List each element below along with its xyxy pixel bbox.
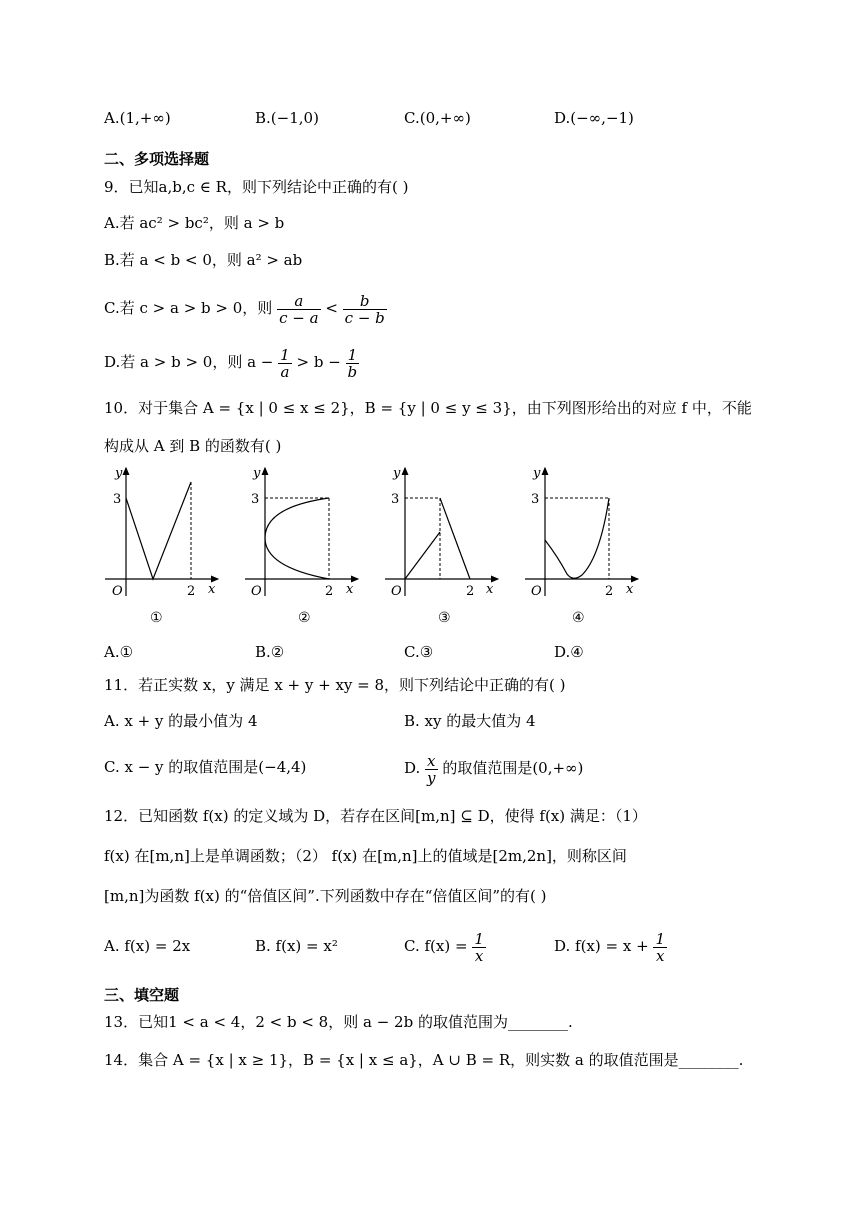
q12-d-num: 1 bbox=[655, 929, 665, 948]
q12-d-prefix: D. f(x) = x + bbox=[554, 937, 649, 955]
q9-d-frac2-den: b bbox=[347, 362, 358, 381]
graph-3-right-segment bbox=[440, 498, 470, 579]
q11-d-fraction bbox=[425, 753, 437, 786]
graph-4-x-label: x bbox=[626, 582, 634, 597]
graph-3-y-label: y bbox=[393, 466, 401, 481]
q9-c-frac2-num: b bbox=[343, 293, 387, 310]
q11-d-num: x bbox=[425, 753, 437, 770]
q9-c-fraction-2 bbox=[343, 293, 387, 326]
q9-d-frac2-num: 1 bbox=[346, 347, 360, 364]
q12-c-fraction bbox=[472, 931, 486, 964]
q10-stem-line-1: 10．对于集合 A = {x | 0 ≤ x ≤ 2}，B = {y | 0 ≤ y ≤ 3}，由下列图形给出的对应 f 中，不能 bbox=[104, 399, 752, 417]
graph-4 bbox=[520, 462, 645, 602]
q12-c-den: x bbox=[474, 946, 484, 965]
q9-c-frac1-num: a bbox=[277, 293, 320, 310]
graph-4-two-label: 2 bbox=[605, 584, 614, 599]
q9-c-frac2-den: c − b bbox=[344, 308, 385, 327]
q9-d-fraction-2 bbox=[346, 347, 360, 380]
graph-2-curve bbox=[265, 498, 329, 579]
graph-4-three-label: 3 bbox=[531, 492, 540, 507]
q9-option-a: A.若 ac² > bc²，则 a > b bbox=[104, 214, 285, 232]
q9-stem: 9．已知a,b,c ∈ R，则下列结论中正确的有( ) bbox=[104, 178, 409, 196]
graph-4-svg bbox=[520, 462, 645, 602]
q11-d-prefix: D. bbox=[404, 759, 421, 777]
graph-1 bbox=[100, 462, 225, 602]
q9-d-frac1-den: a bbox=[280, 362, 290, 381]
q9-d-middle: > b − bbox=[296, 353, 341, 371]
graph-3 bbox=[380, 462, 505, 602]
q14-text: 14．集合 A = {x | x ≥ 1}，B = {x | x ≤ a}，A ∪ B = R，则实数 a 的取值范围是________. bbox=[104, 1051, 744, 1069]
q10-option-a: A.① bbox=[104, 643, 134, 661]
graph-2 bbox=[240, 462, 365, 602]
graph-4-curve bbox=[545, 498, 609, 578]
q12-c-prefix: C. f(x) = bbox=[404, 937, 468, 955]
q8-option-b: B.(−1,0) bbox=[255, 109, 319, 127]
graph-1-two-label: 2 bbox=[187, 584, 196, 599]
q9-option-c bbox=[104, 286, 387, 330]
graph-1-caption: ① bbox=[150, 610, 163, 626]
graph-1-curve bbox=[126, 482, 191, 579]
q9-c-prefix: C.若 c > a > b > 0，则 bbox=[104, 299, 273, 317]
graph-1-y-label: y bbox=[115, 466, 123, 481]
q11-stem: 11．若正实数 x，y 满足 x + y + xy = 8，则下列结论中正确的有( ) bbox=[104, 676, 566, 694]
q8-option-c: C.(0,+∞) bbox=[404, 109, 471, 127]
graph-1-three-label: 3 bbox=[113, 492, 122, 507]
graph-3-two-label: 2 bbox=[466, 584, 475, 599]
graph-1-x-label: x bbox=[208, 582, 216, 597]
graph-3-svg bbox=[380, 462, 505, 602]
graph-3-three-label: 3 bbox=[391, 492, 400, 507]
q8-option-d: D.(−∞,−1) bbox=[554, 109, 634, 127]
q10-option-b: B.② bbox=[255, 643, 285, 661]
q12-line-1: 12．已知函数 f(x) 的定义域为 D，若存在区间[m,n] ⊆ D，使得 f(x) 满足：（1） bbox=[104, 807, 647, 825]
graph-4-y-label: y bbox=[533, 466, 541, 481]
graph-1-origin-label: O bbox=[112, 584, 123, 599]
graph-3-x-label: x bbox=[486, 582, 494, 597]
q12-line-3: [m,n]为函数 f(x) 的“倍值区间”.下列函数中存在“倍值区间”的有( ) bbox=[104, 887, 547, 905]
graph-2-caption: ② bbox=[298, 610, 311, 626]
graph-4-origin-label: O bbox=[531, 584, 542, 599]
q12-c-num: 1 bbox=[474, 929, 484, 948]
q9-c-relation: < bbox=[325, 299, 338, 317]
q9-option-b: B.若 a < b < 0，则 a² > ab bbox=[104, 251, 303, 269]
q9-d-frac1-num: 1 bbox=[280, 345, 290, 364]
graph-3-caption: ③ bbox=[438, 610, 451, 626]
q8-option-a: A.(1,+∞) bbox=[104, 109, 171, 127]
q9-d-fraction-1 bbox=[278, 347, 292, 380]
q11-option-d bbox=[404, 746, 583, 790]
q12-option-d bbox=[554, 924, 667, 968]
q9-c-fraction-1 bbox=[277, 293, 320, 326]
graph-3-origin-label: O bbox=[391, 584, 402, 599]
graph-3-left-segment bbox=[405, 532, 440, 579]
q10-option-c: C.③ bbox=[404, 643, 434, 661]
q11-option-c: C. x − y 的取值范围是(−4,4) bbox=[104, 758, 307, 776]
q12-option-a: A. f(x) = 2x bbox=[104, 937, 191, 955]
q12-d-den: x bbox=[655, 946, 665, 965]
graph-2-three-label: 3 bbox=[251, 492, 260, 507]
q9-c-frac1-den: c − a bbox=[279, 308, 319, 327]
q11-d-den: y bbox=[427, 768, 436, 787]
q11-option-b: B. xy 的最大值为 4 bbox=[404, 712, 536, 730]
q12-option-c bbox=[404, 924, 486, 968]
graph-2-two-label: 2 bbox=[325, 584, 334, 599]
q12-d-fraction bbox=[653, 931, 667, 964]
q9-option-d bbox=[104, 340, 359, 384]
graph-2-origin-label: O bbox=[251, 584, 262, 599]
q12-option-b: B. f(x) = x² bbox=[255, 937, 338, 955]
q12-line-2: f(x) 在[m,n]上是单调函数；（2） f(x) 在[m,n]上的值域是[2m,2n]，则称区间 bbox=[104, 847, 627, 865]
q9-d-prefix: D.若 a > b > 0，则 a − bbox=[104, 353, 274, 371]
graph-2-x-label: x bbox=[346, 582, 354, 597]
q10-option-d: D.④ bbox=[554, 643, 584, 661]
q13-text: 13．已知1 < a < 4，2 < b < 8，则 a − 2b 的取值范围为________. bbox=[104, 1013, 573, 1031]
q11-option-a: A. x + y 的最小值为 4 bbox=[104, 712, 258, 730]
graph-4-caption: ④ bbox=[572, 610, 585, 626]
graph-2-y-label: y bbox=[253, 466, 261, 481]
q10-stem-line-2: 构成从 A 到 B 的函数有( ) bbox=[104, 437, 282, 455]
graph-2-svg bbox=[240, 462, 365, 602]
q8-options bbox=[0, 108, 860, 128]
section-3-heading: 三、填空题 bbox=[104, 986, 180, 1004]
graph-1-svg bbox=[100, 462, 225, 602]
q10-options bbox=[0, 642, 860, 662]
q11-d-suffix: 的取值范围是(0,+∞) bbox=[442, 759, 584, 777]
section-2-heading: 二、多项选择题 bbox=[104, 150, 210, 168]
